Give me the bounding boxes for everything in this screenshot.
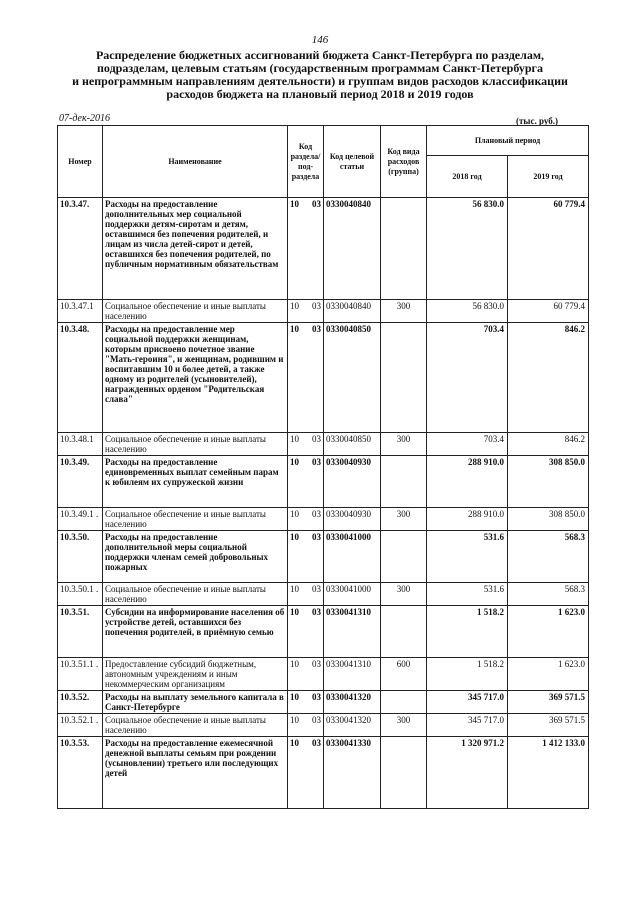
header-2018: 2018 год (427, 156, 508, 198)
row-value-2018: 1 518.2 (427, 658, 508, 691)
row-subsection-code: 03 (312, 301, 321, 311)
row-name: Социальное обеспечение и иные выплаты населению (103, 433, 288, 456)
row-value-2019: 308 850.0 (508, 508, 589, 531)
row-number: 10.3.48. (58, 323, 103, 433)
row-subsection-code: 03 (312, 659, 321, 669)
row-target-code: 0330040850 (324, 323, 381, 433)
table-row (58, 606, 589, 658)
row-section (288, 658, 324, 691)
table-row (58, 714, 589, 737)
table-row (58, 323, 589, 433)
row-subsection-code: 03 (312, 509, 321, 519)
table-row (58, 658, 589, 691)
row-value-2019: 308 850.0 (508, 456, 589, 508)
row-value-2018: 288 910.0 (427, 508, 508, 531)
row-subsection-code: 03 (312, 199, 321, 209)
row-value-2019: 846.2 (508, 323, 589, 433)
row-subsection-code: 03 (312, 715, 321, 725)
row-value-2019: 1 623.0 (508, 606, 589, 658)
row-section (288, 606, 324, 658)
row-section-code: 10 (290, 532, 299, 542)
row-name: Социальное обеспечение и иные выплаты населению (103, 508, 288, 531)
table-row (58, 456, 589, 508)
row-expense-code (381, 198, 427, 300)
table-row (58, 433, 589, 456)
row-target-code: 0330041000 (324, 583, 381, 606)
row-number: 10.3.50. (58, 531, 103, 583)
row-expense-code: 300 (381, 300, 427, 323)
row-number: 10.3.49. (58, 456, 103, 508)
table-row (58, 198, 589, 300)
row-expense-code (381, 606, 427, 658)
row-number: 10.3.47.1 (58, 300, 103, 323)
row-number: 10.3.51. (58, 606, 103, 658)
row-section-code: 10 (290, 434, 299, 444)
row-value-2018: 1 518.2 (427, 606, 508, 658)
row-name: Расходы на предоставление дополнительной меры социальной поддержки членам семей добровольных пожарных (103, 531, 288, 583)
row-value-2019: 60 779.4 (508, 300, 589, 323)
row-number: 10.3.47. (58, 198, 103, 300)
row-value-2018: 703.4 (427, 323, 508, 433)
row-section (288, 583, 324, 606)
row-value-2018: 288 910.0 (427, 456, 508, 508)
row-value-2019: 568.3 (508, 583, 589, 606)
row-expense-code: 300 (381, 714, 427, 737)
row-value-2019: 60 779.4 (508, 198, 589, 300)
row-expense-code: 300 (381, 583, 427, 606)
row-name: Расходы на предоставление единовременных выплат семейным парам к юбилеям их супружеской жизни (103, 456, 288, 508)
row-target-code: 0330041320 (324, 691, 381, 714)
row-value-2018: 531.6 (427, 531, 508, 583)
table-row (58, 691, 589, 714)
row-number: 10.3.52. (58, 691, 103, 714)
row-target-code: 0330041000 (324, 531, 381, 583)
row-name: Социальное обеспечение и иные выплаты населению (103, 583, 288, 606)
row-expense-code: 300 (381, 508, 427, 531)
row-section-code: 10 (290, 659, 299, 669)
table-row (58, 508, 589, 531)
table-row (58, 737, 589, 809)
row-subsection-code: 03 (312, 532, 321, 542)
row-value-2018: 531.6 (427, 583, 508, 606)
row-value-2018: 345 717.0 (427, 691, 508, 714)
table-row (58, 531, 589, 583)
row-subsection-code: 03 (312, 607, 321, 617)
row-subsection-code: 03 (312, 692, 321, 702)
row-value-2018: 703.4 (427, 433, 508, 456)
row-number: 10.3.50.1 . (58, 583, 103, 606)
budget-table (57, 125, 589, 809)
row-name: Расходы на выплату земельного капитала в Санкт-Петербурге (103, 691, 288, 714)
row-number: 10.3.52.1 . (58, 714, 103, 737)
row-section-code: 10 (290, 584, 299, 594)
table-row (58, 300, 589, 323)
row-section (288, 300, 324, 323)
row-expense-code: 300 (381, 433, 427, 456)
row-value-2019: 846.2 (508, 433, 589, 456)
row-name: Социальное обеспечение и иные выплаты населению (103, 714, 288, 737)
row-name: Социальное обеспечение и иные выплаты населению (103, 300, 288, 323)
row-value-2019: 1 623.0 (508, 658, 589, 691)
document-title (40, 49, 600, 101)
row-expense-code (381, 456, 427, 508)
title-line: подразделам, целевым статьям (государственным программам Санкт-Петербурга (97, 61, 543, 75)
row-section (288, 737, 324, 809)
header-expense: Код вида расходов (группа) (381, 126, 427, 198)
row-target-code: 0330041320 (324, 714, 381, 737)
header-name: Наименование (103, 126, 288, 198)
row-section (288, 714, 324, 737)
title-line: Распределение бюджетных ассигнований бюджета Санкт-Петербурга по разделам, (95, 48, 545, 62)
row-section (288, 531, 324, 583)
row-section-code: 10 (290, 199, 299, 209)
row-section (288, 456, 324, 508)
row-expense-code: 600 (381, 658, 427, 691)
title-line: и непрограммным направлениям деятельности) и группам видов расходов классификации (72, 74, 568, 88)
row-section-code: 10 (290, 692, 299, 702)
row-target-code: 0330040840 (324, 198, 381, 300)
row-section (288, 323, 324, 433)
row-section (288, 691, 324, 714)
row-number: 10.3.49.1 . (58, 508, 103, 531)
row-name: Субсидии на информирование населения об устройстве детей, оставшихся без попечения родителей, в приёмную семью (103, 606, 288, 658)
row-name: Расходы на предоставление дополнительных мер социальной поддержки детям-сиротам и детям, оставшимся без попечения родителей, и лицам из числа детей-сирот и детей, оставшихся без попечения родителей, по публичным нормативным обязательствам (103, 198, 288, 300)
row-target-code: 0330040930 (324, 508, 381, 531)
row-value-2019: 568.3 (508, 531, 589, 583)
row-expense-code (381, 531, 427, 583)
row-value-2019: 369 571.5 (508, 691, 589, 714)
row-value-2018: 56 830.0 (427, 198, 508, 300)
header-number: Номер (58, 126, 103, 198)
row-subsection-code: 03 (312, 434, 321, 444)
row-section-code: 10 (290, 324, 299, 334)
row-subsection-code: 03 (312, 738, 321, 748)
row-section-code: 10 (290, 715, 299, 725)
row-subsection-code: 03 (312, 324, 321, 334)
row-subsection-code: 03 (312, 457, 321, 467)
row-target-code: 0330040930 (324, 456, 381, 508)
document-date: 07-дек-2016 (59, 113, 110, 124)
row-target-code: 0330041310 (324, 658, 381, 691)
row-section-code: 10 (290, 509, 299, 519)
row-target-code: 0330040850 (324, 433, 381, 456)
row-number: 10.3.51.1 . (58, 658, 103, 691)
row-expense-code (381, 737, 427, 809)
row-value-2019: 1 412 133.0 (508, 737, 589, 809)
title-line: расходов бюджета на плановый период 2018 и 2019 годов (166, 87, 474, 101)
row-target-code: 0330040840 (324, 300, 381, 323)
row-section (288, 508, 324, 531)
row-target-code: 0330041310 (324, 606, 381, 658)
row-name: Предоставление субсидий бюджетным, автономным учреждениям и иным некоммерческим организациям (103, 658, 288, 691)
row-value-2018: 1 320 971.2 (427, 737, 508, 809)
row-section (288, 433, 324, 456)
row-subsection-code: 03 (312, 584, 321, 594)
row-section-code: 10 (290, 457, 299, 467)
row-section (288, 198, 324, 300)
row-value-2018: 56 830.0 (427, 300, 508, 323)
units-label: (тыс. руб.) (516, 116, 558, 126)
row-section-code: 10 (290, 607, 299, 617)
page-number: 146 (311, 34, 329, 46)
row-value-2019: 369 571.5 (508, 714, 589, 737)
row-section-code: 10 (290, 301, 299, 311)
row-section-code: 10 (290, 738, 299, 748)
row-name: Расходы на предоставление мер социальной поддержки женщинам, которым присвоено почетное звание "Мать-героиня", и женщинам, родившим и воспитавшим 10 и более детей, а также одному из родителей (усыновителей), награжденных орденом "Родительская слава" (103, 323, 288, 433)
row-number: 10.3.53. (58, 737, 103, 809)
row-value-2018: 345 717.0 (427, 714, 508, 737)
row-expense-code (381, 691, 427, 714)
header-section: Код раздела/ под-раздела (288, 126, 324, 198)
table-row (58, 583, 589, 606)
row-target-code: 0330041330 (324, 737, 381, 809)
row-number: 10.3.48.1 (58, 433, 103, 456)
header-target: Код целевой статьи (324, 126, 381, 198)
header-plan: Плановый период (427, 126, 589, 156)
row-name: Расходы на предоставление ежемесячной денежной выплаты семьям при рождении (усыновлении) третьего или последующих детей (103, 737, 288, 809)
header-2019: 2019 год (508, 156, 589, 198)
row-expense-code (381, 323, 427, 433)
